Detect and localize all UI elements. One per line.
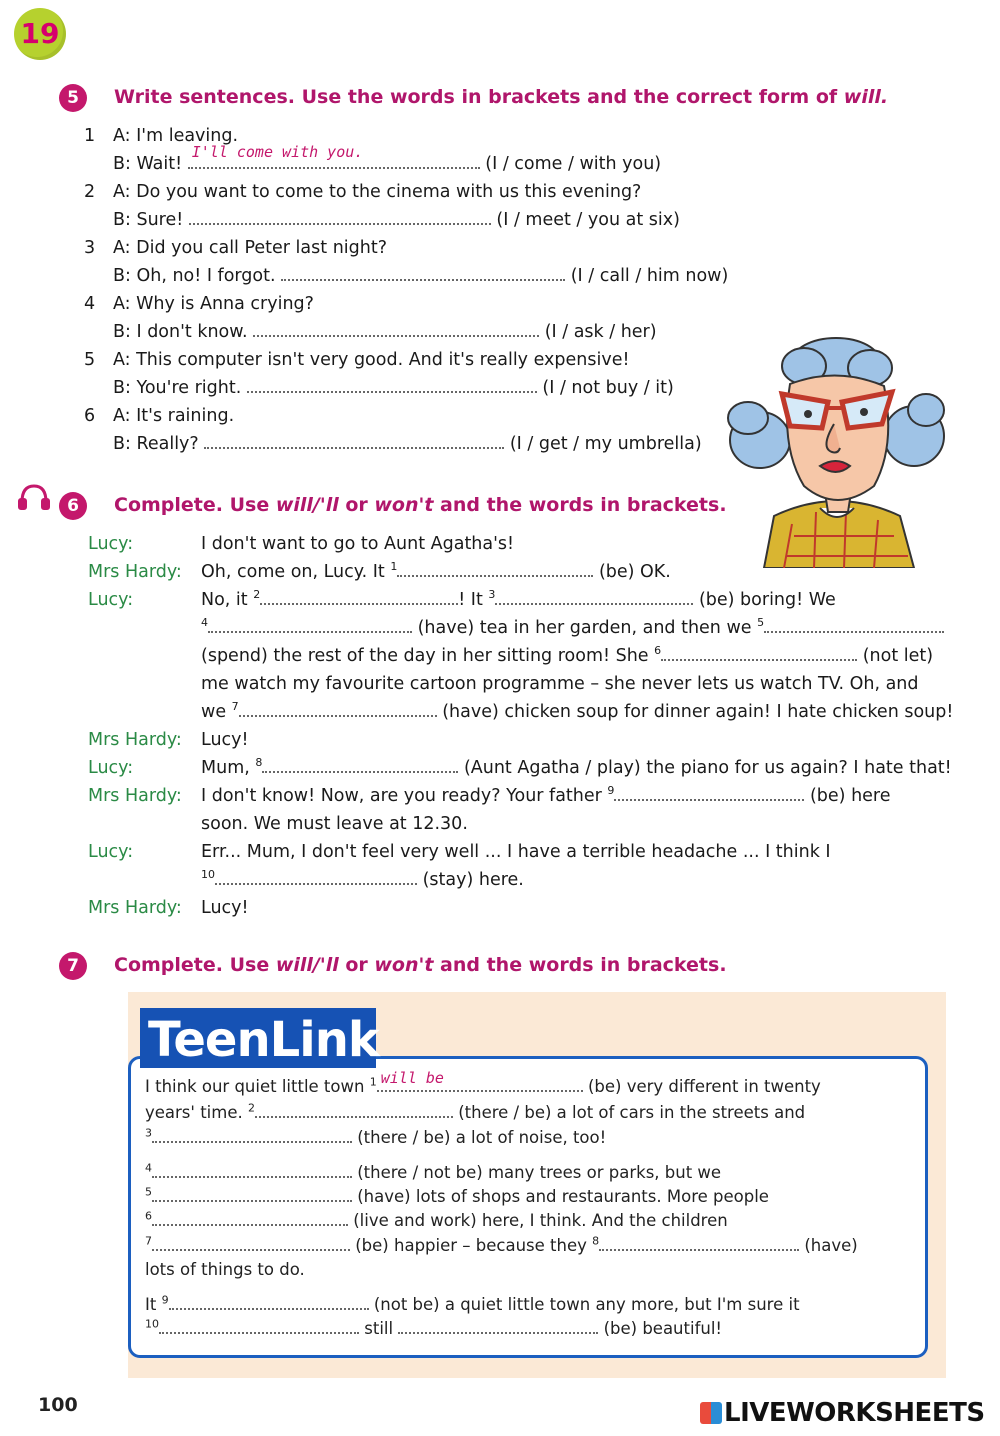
headphones-icon	[16, 484, 52, 512]
speaker-label: Lucy:	[88, 590, 134, 610]
answer-field[interactable]	[661, 645, 857, 661]
speech-line: Lucy!	[201, 730, 249, 750]
answer-field[interactable]	[159, 1318, 359, 1334]
speech-line: $^{10}$ (stay) here.	[201, 868, 524, 890]
answer-field[interactable]	[614, 785, 804, 801]
answer-field[interactable]	[208, 617, 412, 633]
text-line: $^3$ (there / be) a lot of noise, too!	[145, 1126, 607, 1147]
exercise-7-number: 7	[59, 952, 87, 980]
text-line: $^7$ (be) happier – because they $^8$ (have)	[145, 1234, 858, 1255]
answer-field[interactable]	[262, 757, 458, 773]
text-line: years' time. $^2$ (there / be) a lot of cars in the streets and	[145, 1101, 806, 1122]
answer-field[interactable]	[397, 561, 593, 577]
text-line: I think our quiet little town $^1$ will be (be) very different in twenty	[145, 1069, 821, 1096]
text-line: $^6$ (live and work) here, I think. And the children	[145, 1209, 728, 1230]
answer-field[interactable]	[260, 589, 458, 605]
text-line: lots of things to do.	[145, 1260, 305, 1279]
text-line: $^{10}$ still (be) beautiful!	[145, 1317, 723, 1338]
speaker-label: Lucy:	[88, 842, 134, 862]
list-item: B: Really? (I / get / my umbrella)	[113, 434, 702, 454]
answer-field[interactable]	[281, 265, 565, 281]
speaker-label: Mrs Hardy:	[88, 786, 182, 806]
exercise-5-title: Write sentences. Use the words in brackets and the correct form of will.	[114, 86, 889, 108]
speaker-label: Lucy:	[88, 758, 134, 778]
list-item: B: Sure! (I / meet / you at six)	[113, 210, 680, 230]
text-line: $^4$ (there / not be) many trees or parks, but we	[145, 1161, 722, 1182]
speech-line: I don't know! Now, are you ready? Your father $^9$ (be) here	[201, 784, 891, 806]
text-line: It $^9$ (not be) a quiet little town any more, but I'm sure it	[145, 1293, 800, 1314]
answer-field[interactable]	[255, 1102, 453, 1118]
answer-field[interactable]: I'll come with you.	[188, 153, 480, 169]
list-item: B: Oh, no! I forgot. (I / call / him now)	[113, 266, 729, 286]
speech-line: soon. We must leave at 12.30.	[201, 814, 468, 834]
speech-line: Lucy!	[201, 898, 249, 918]
answer-field[interactable]	[189, 209, 491, 225]
speaker-label: Mrs Hardy:	[88, 730, 182, 750]
text-line: $^5$ (have) lots of shops and restaurants. More people	[145, 1185, 769, 1206]
answer-field[interactable]	[204, 433, 504, 449]
answer-field[interactable]	[152, 1127, 352, 1143]
answer-field[interactable]	[764, 617, 944, 633]
teenlink-logo: TeenLink	[140, 1008, 376, 1068]
answer-field[interactable]	[239, 701, 437, 717]
speaker-label: Mrs Hardy:	[88, 562, 182, 582]
answer-field[interactable]	[152, 1210, 348, 1226]
answer-field[interactable]	[253, 321, 539, 337]
speaker-label: Mrs Hardy:	[88, 898, 182, 918]
speaker-label: Lucy:	[88, 534, 134, 554]
answer-field[interactable]	[215, 869, 417, 885]
answer-field[interactable]	[152, 1162, 352, 1178]
answer-field[interactable]	[398, 1318, 598, 1334]
unit-badge: 19	[14, 8, 66, 60]
answer-field[interactable]	[169, 1294, 369, 1310]
speech-line: me watch my favourite cartoon programme – she never lets us watch TV. Oh, and	[201, 674, 919, 694]
speech-line: I don't want to go to Aunt Agatha's!	[201, 534, 515, 554]
speech-line: Mum, $^8$ (Aunt Agatha / play) the piano for us again? I hate that!	[201, 756, 952, 778]
speech-line: Err... Mum, I don't feel very well ... I have a terrible headache ... I think I	[201, 842, 831, 862]
answer-field[interactable]	[599, 1235, 799, 1251]
angry-aunt-illustration	[724, 336, 950, 568]
answer-field[interactable]	[152, 1235, 350, 1251]
answer-field[interactable]	[495, 589, 693, 605]
list-item: B: Wait! I'll come with you. (I / come / with you)	[113, 143, 662, 174]
answer-field[interactable]	[247, 377, 537, 393]
list-item: B: You're right. (I / not buy / it)	[113, 378, 674, 398]
liveworksheets-logo: LIVEWORKSHEETS	[700, 1398, 985, 1428]
page-number: 100	[38, 1394, 78, 1416]
speech-line: we $^7$ (have) chicken soup for dinner again! I hate chicken soup!	[201, 700, 954, 722]
speech-line: No, it $^2$ ! It $^3$ (be) boring! We	[201, 588, 836, 610]
speech-line: $^4$ (have) tea in her garden, and then we $^5$	[201, 614, 944, 642]
exercise-6-title: Complete. Use will/'ll or won't and the words in brackets.	[114, 494, 727, 516]
exercise-7-title: Complete. Use will/'ll or won't and the words in brackets.	[114, 954, 727, 976]
answer-field[interactable]: will be	[377, 1076, 583, 1092]
exercise-6-number: 6	[59, 492, 87, 520]
liveworksheets-icon	[700, 1402, 722, 1424]
exercise-5-number: 5	[59, 84, 87, 112]
answer-field[interactable]	[152, 1186, 352, 1202]
speech-line: (spend) the rest of the day in her sitting room! She $^6$ (not let)	[201, 644, 934, 666]
speech-line: Oh, come on, Lucy. It $^1$ (be) OK.	[201, 560, 671, 582]
list-item: B: I don't know. (I / ask / her)	[113, 322, 657, 342]
